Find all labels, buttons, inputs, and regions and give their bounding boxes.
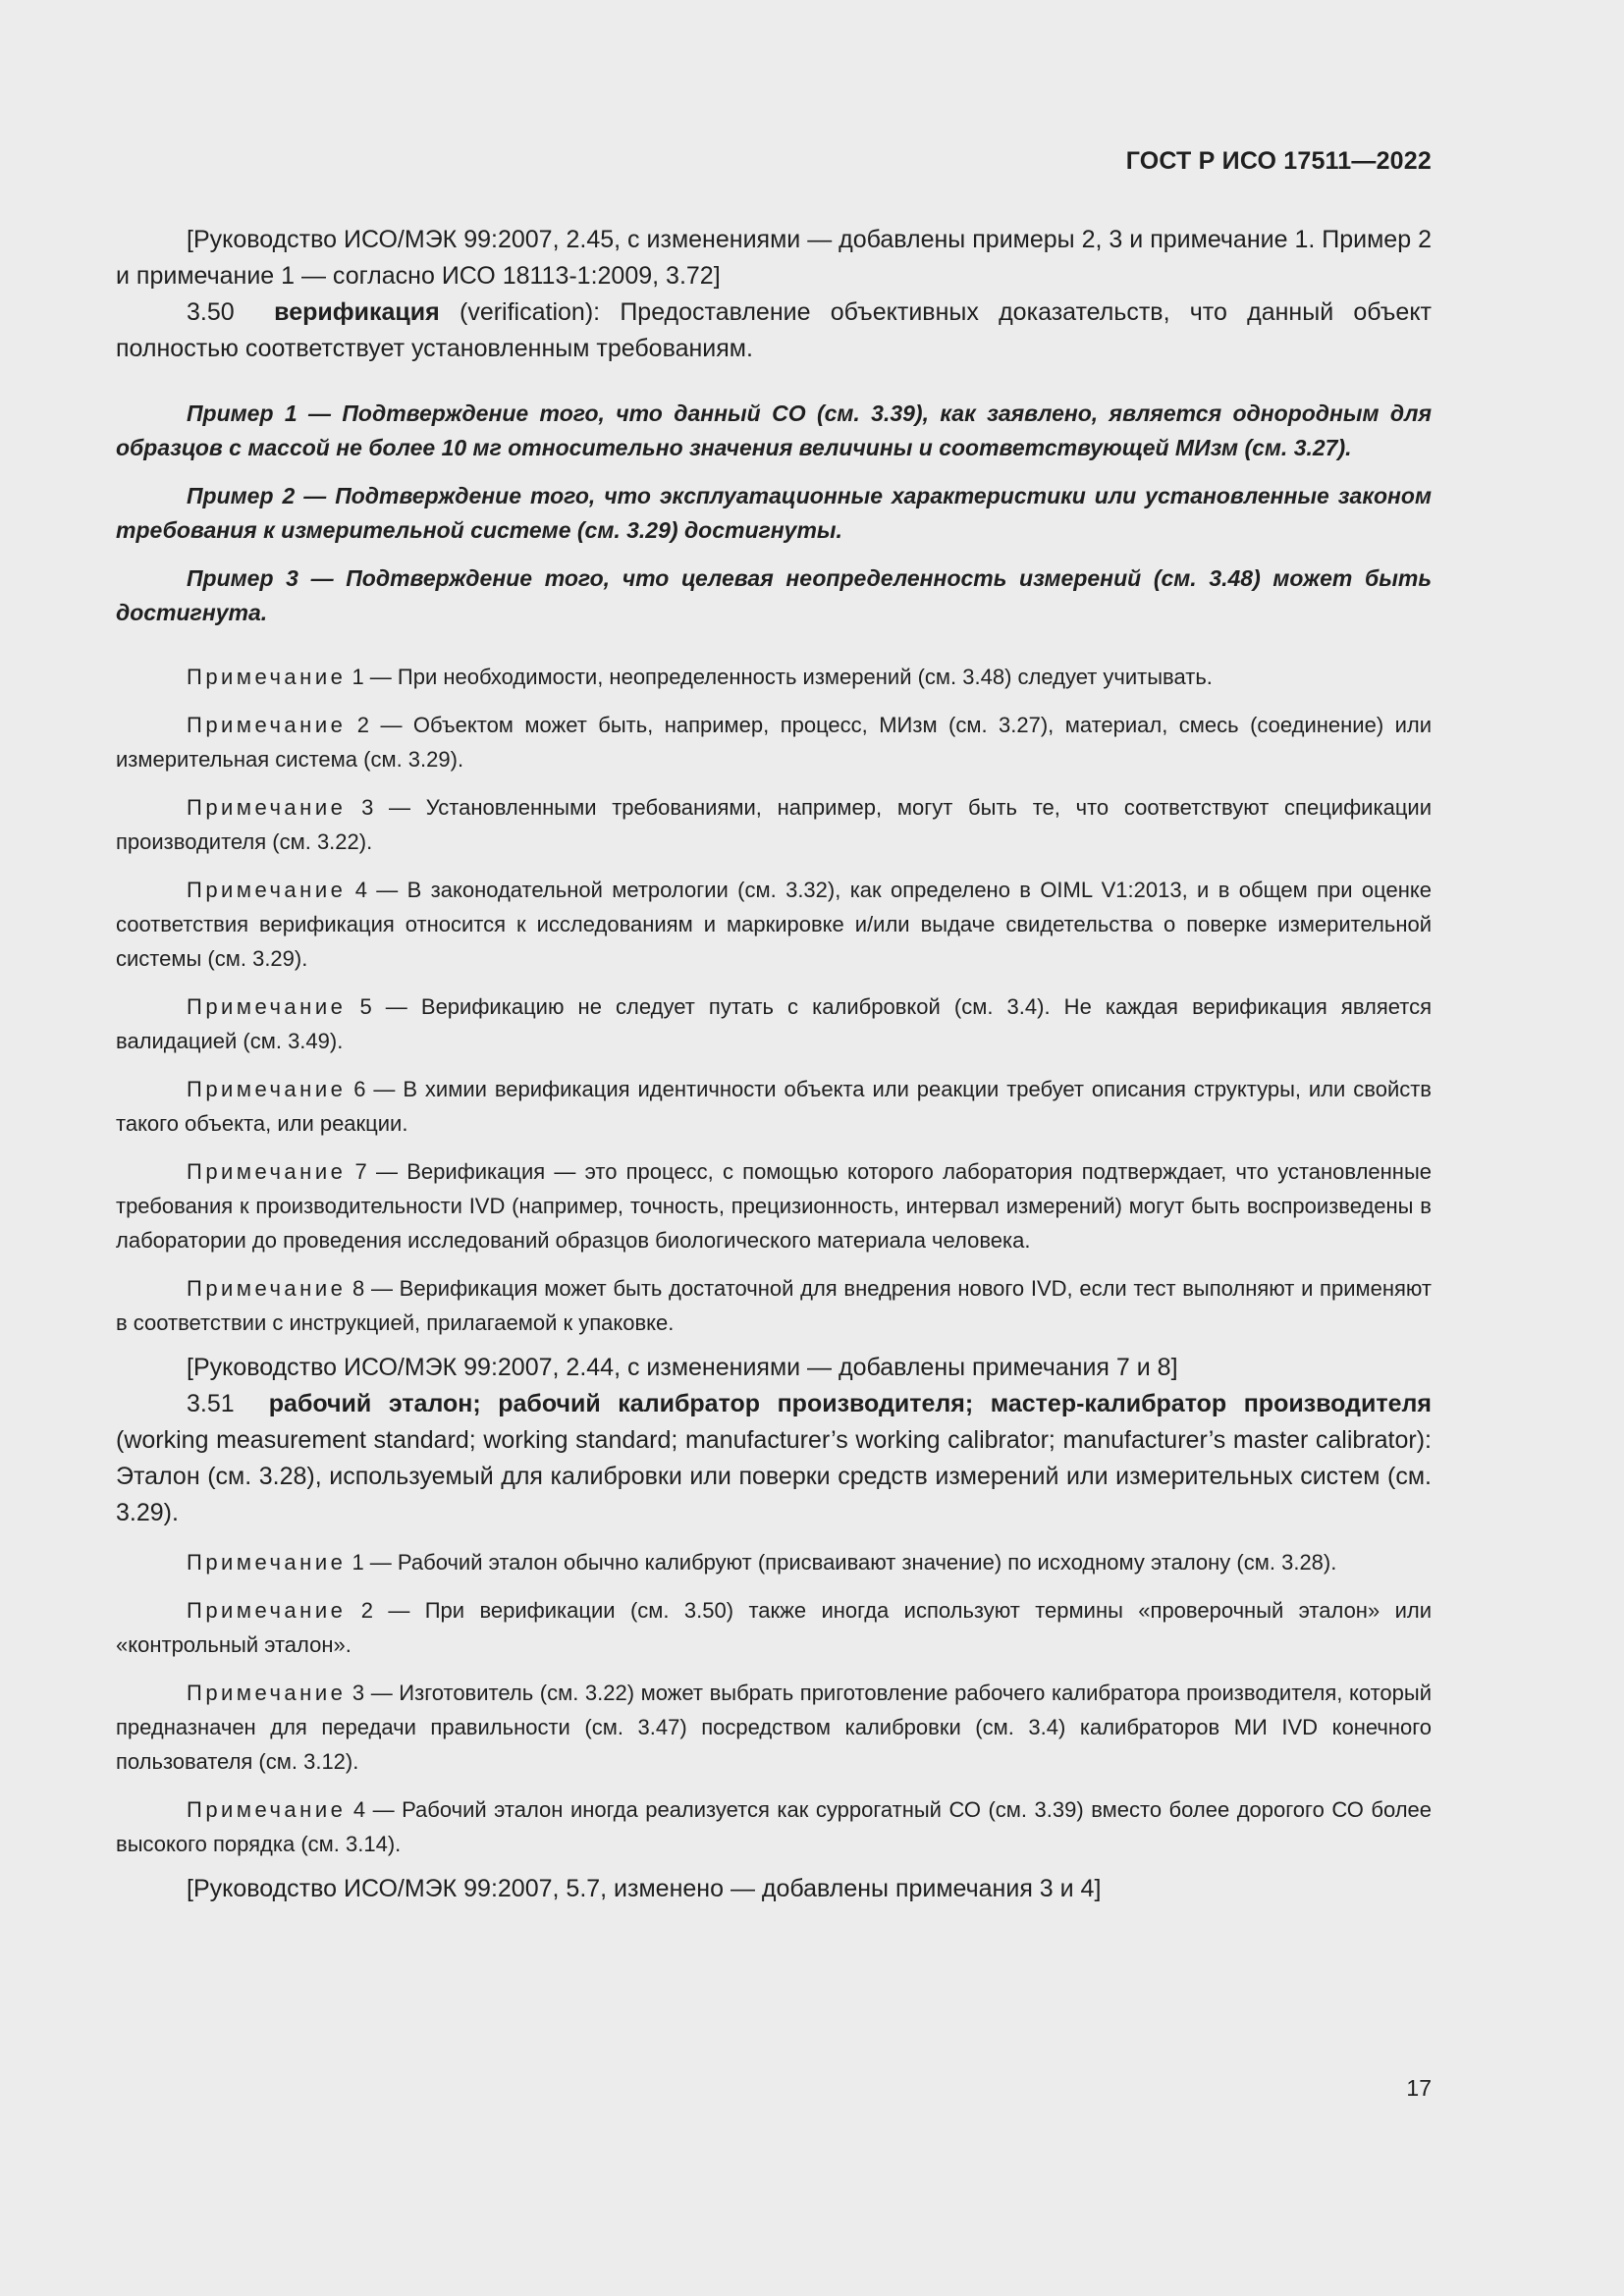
note-3-50-3	[116, 790, 1432, 859]
note-text: 6 — В химии верификация идентичности объекта или реакции требует описания структуры, или свойств такого объекта, или реакции.	[116, 1077, 1432, 1136]
page-content	[116, 222, 1432, 1907]
term-definition-3-50	[116, 294, 1432, 367]
note-3-50-8	[116, 1271, 1432, 1340]
note-label: Примечание	[187, 665, 347, 689]
note-label: Примечание	[187, 1681, 347, 1705]
note-3-50-6	[116, 1072, 1432, 1141]
reference-note: [Руководство ИСО/МЭК 99:2007, 2.45, с изменениями — добавлены примеры 2, 3 и примечание 1. Пример 2 и примечание 1 — согласно ИСО 18113-1:2009, 3.72]	[116, 226, 1432, 290]
document-page	[116, 0, 1432, 2296]
term-definition-3-51	[116, 1386, 1432, 1531]
note-label: Примечание	[187, 1077, 347, 1101]
term-title: верификация	[274, 298, 440, 326]
note-3-51-1	[116, 1545, 1432, 1579]
note-3-50-7	[116, 1154, 1432, 1257]
term-number: 3.50	[187, 298, 235, 326]
note-3-51-2	[116, 1593, 1432, 1662]
term-definition: (working measurement standard; working standard; manufacturer’s working calibrator; manufacturer’s master calibrator): Эталон (см. 3.28), используемый для калибровки или поверки средств измерений или измерительных систем (см. 3.29).	[116, 1426, 1432, 1526]
note-text: 2 — При верификации (см. 3.50) также иногда используют термины «проверочный эталон» или «контрольный эталон».	[116, 1598, 1432, 1657]
reference-note: [Руководство ИСО/МЭК 99:2007, 2.44, с изменениями — добавлены примечания 7 и 8]	[187, 1354, 1178, 1381]
note-text: 4 — Рабочий эталон иногда реализуется как суррогатный СО (см. 3.39) вместо более дорогого СО более высокого порядка (см. 3.14).	[116, 1797, 1432, 1856]
example-1: Пример 1 — Подтверждение того, что данный СО (см. 3.39), как заявлено, является однородным для образцов с массой не более 10 мг относительно значения величины и соответствующей МИзм (см. 3.27).	[116, 400, 1432, 460]
note-3-50-5	[116, 989, 1432, 1058]
example-2: Пример 2 — Подтверждение того, что эксплуатационные характеристики или установленные законом требования к измерительной системе (см. 3.29) достигнуты.	[116, 483, 1432, 543]
note-label: Примечание	[187, 1276, 347, 1301]
term-definition: (verification): Предоставление объективных доказательств, что данный объект полностью соответствует установленным требованиям.	[116, 298, 1432, 362]
note-text: 4 — В законодательной метрологии (см. 3.32), как определено в OIML V1:2013, и в общем при оценке соответствия верификация относится к исследованиям и маркировке и/или выдаче свидетельства о поверке измерительной системы (см. 3.29).	[116, 878, 1432, 971]
note-label: Примечание	[187, 1159, 347, 1184]
note-text: 7 — Верификация — это процесс, с помощью которого лаборатория подтверждает, что установленные требования к производительности IVD (например, точность, прецизионность, интервал измерений) могут быть воспроизведены в лаборатории до проведения исследований образцов биологического материала человека.	[116, 1159, 1432, 1253]
note-3-50-1	[116, 660, 1432, 694]
reference-note: [Руководство ИСО/МЭК 99:2007, 5.7, изменено — добавлены примечания 3 и 4]	[187, 1875, 1102, 1902]
term-title: рабочий эталон; рабочий калибратор производителя; мастер-калибратор производителя	[268, 1390, 1432, 1417]
term-number: 3.51	[187, 1390, 235, 1417]
note-3-51-3	[116, 1676, 1432, 1779]
example-3: Пример 3 — Подтверждение того, что целевая неопределенность измерений (см. 3.48) может быть достигнута.	[116, 565, 1432, 625]
note-text: 8 — Верификация может быть достаточной для внедрения нового IVD, если тест выполняют и применяют в соответствии с инструкцией, прилагаемой к упаковке.	[116, 1276, 1432, 1335]
note-text: 1 — При необходимости, неопределенность измерений (см. 3.48) следует учитывать.	[346, 665, 1213, 689]
note-label: Примечание	[187, 1598, 347, 1623]
note-3-50-4	[116, 873, 1432, 976]
note-3-50-2	[116, 708, 1432, 776]
note-label: Примечание	[187, 994, 347, 1019]
note-text: 3 — Изготовитель (см. 3.22) может выбрать приготовление рабочего калибратора производителя, который предназначен для передачи правильности (см. 3.47) посредством калибровки (см. 3.4) калибраторов МИ IVD конечного пользователя (см. 3.12).	[116, 1681, 1432, 1774]
note-text: 2 — Объектом может быть, например, процесс, МИзм (см. 3.27), материал, смесь (соединение) или измерительная система (см. 3.29).	[116, 713, 1432, 772]
note-label: Примечание	[187, 795, 347, 820]
note-label: Примечание	[187, 1797, 347, 1822]
note-text: 3 — Установленными требованиями, например, могут быть те, что соответствуют спецификации производителя (см. 3.22).	[116, 795, 1432, 854]
note-text: 1 — Рабочий эталон обычно калибруют (присваивают значение) по исходному эталону (см. 3.28).	[346, 1550, 1337, 1575]
document-header: ГОСТ Р ИСО 17511—2022	[1125, 147, 1432, 175]
note-3-51-4	[116, 1792, 1432, 1861]
note-label: Примечание	[187, 713, 347, 737]
note-label: Примечание	[187, 878, 347, 902]
note-text: 5 — Верификацию не следует путать с калибровкой (см. 3.4). Не каждая верификация является валидацией (см. 3.49).	[116, 994, 1432, 1053]
note-label: Примечание	[187, 1550, 347, 1575]
page-number: 17	[1406, 2075, 1432, 2101]
